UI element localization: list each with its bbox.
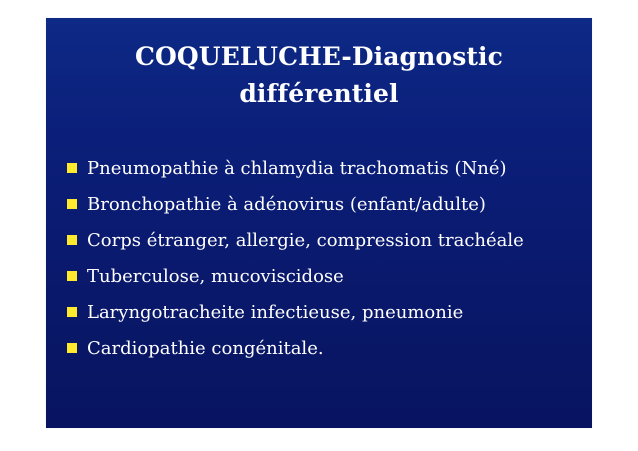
bullet-square-icon [67, 163, 77, 173]
bullet-item [67, 258, 524, 294]
slide-title [46, 38, 592, 112]
slide-title-line-2: différentiel [239, 79, 399, 108]
bullet-square-icon [67, 235, 77, 245]
bullet-text: Bronchopathie à adénovirus (enfant/adulte) [87, 193, 486, 215]
bullet-list [67, 150, 524, 366]
bullet-text: Cardiopathie congénitale. [87, 337, 324, 359]
bullet-square-icon [67, 199, 77, 209]
bullet-text: Corps étranger, allergie, compression trachéale [87, 229, 524, 251]
bullet-text: Pneumopathie à chlamydia trachomatis (Nné) [87, 157, 507, 179]
bullet-square-icon [67, 271, 77, 281]
bullet-item [67, 330, 524, 366]
bullet-item [67, 150, 524, 186]
bullet-item [67, 186, 524, 222]
bullet-text: Tuberculose, mucoviscidose [87, 265, 344, 287]
bullet-text: Laryngotracheite infectieuse, pneumonie [87, 301, 464, 323]
bullet-item [67, 222, 524, 258]
bullet-item [67, 294, 524, 330]
presentation-slide [46, 18, 592, 428]
bullet-square-icon [67, 307, 77, 317]
slide-title-line-1: COQUELUCHE-Diagnostic [135, 42, 503, 71]
bullet-square-icon [67, 343, 77, 353]
